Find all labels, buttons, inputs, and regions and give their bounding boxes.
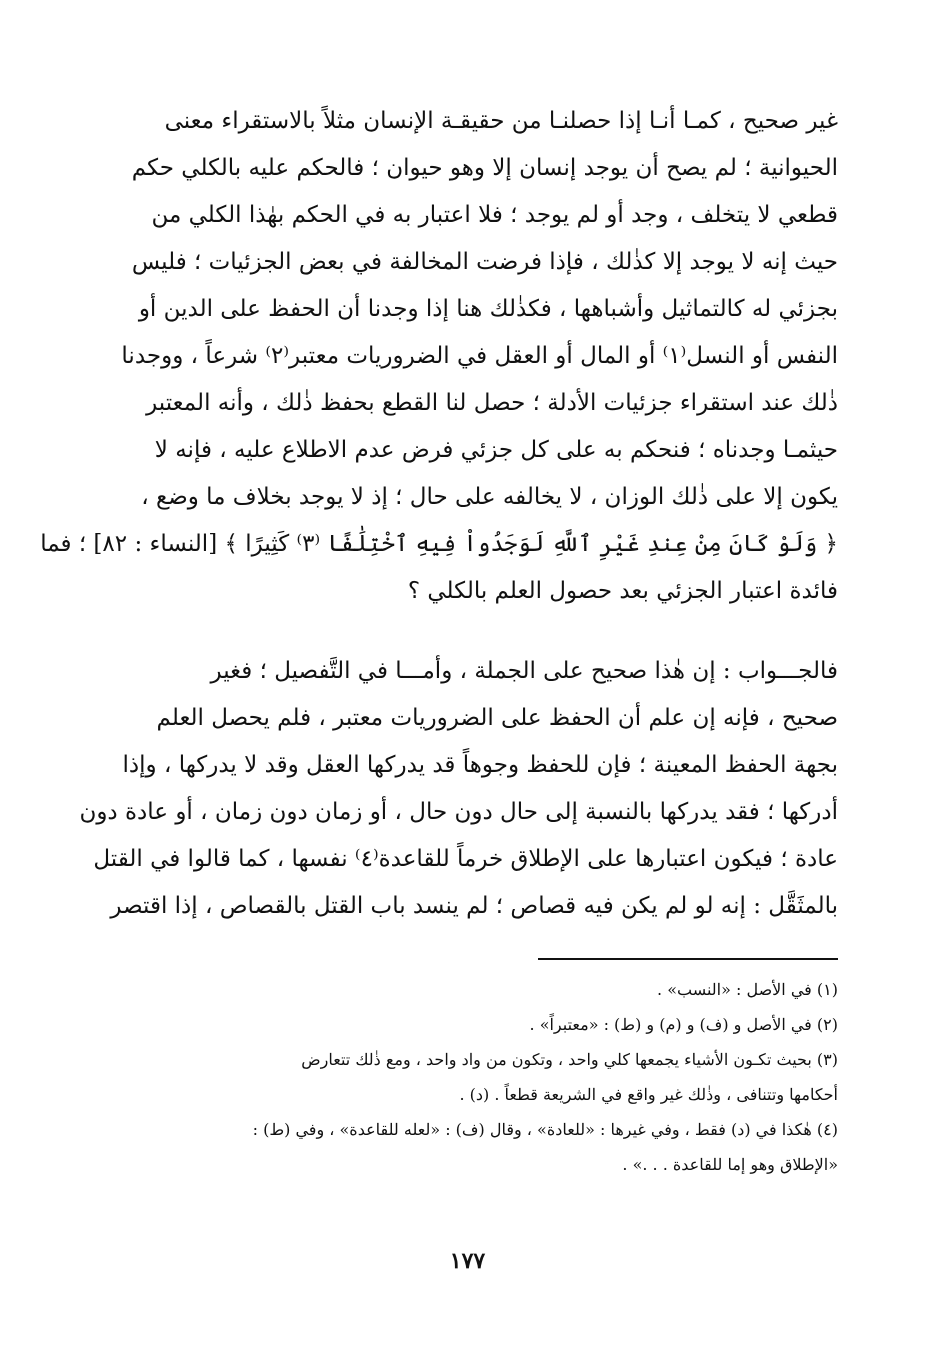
text-line: حيث إنه لا يوجد إلا كذٰلك ، فإذا فرضت المخالفة في بعض الجزئيات ؛ فليس xyxy=(131,249,838,275)
text-line: غير صحيح ، كمـا أنـا إذا حصلنـا من حقيقـة الإنسان مثلاً بالاستقراء معنى xyxy=(164,108,838,134)
footnotes xyxy=(118,972,838,1182)
footnote-line: (٤) هٰكذا في (د) فقط ، وفي غيرها : «للعادة» ، وقال (ف) : «لعله للقاعدة» ، وفي (ط) : xyxy=(252,1120,838,1139)
answer-line: صحيح ، فإنه إن علم أن الحفظ على الضروريات معتبر ، فلم يحصل العلم xyxy=(156,705,838,731)
text-line: بجزئي له كالتماثيل وأشباهها ، فكذٰلك هنا إذا وجدنا أن الحفظ على الدين أو xyxy=(138,296,838,322)
answer-line: أدركها ؛ فقد يدركها بالنسبة إلى حال دون حال ، أو زمان دون زمان ، أو عادة دون xyxy=(79,799,838,825)
answer-line: بجهة الحفظ المعينة ؛ فإن للحفظ وجوهاً قد يدركها العقل وقد لا يدركها ، وإذا xyxy=(122,752,838,778)
answer-line: بالمثَقَّل : إنه لو لم يكن فيه قصاص ؛ لم ينسد باب القتل بالقصاص ، إذا اقتصر xyxy=(110,893,838,919)
footnote-line: (٣) بحيث تكـون الأشياء يجمعها كلي واحد ، وتكون من واد واحد ، ومع ذٰلك تتعارض xyxy=(301,1050,838,1069)
text-line: الحيوانية ؛ لم يصح أن يوجد إنسان إلا وهو حيوان ؛ فالحكم عليه بالكلي حكم xyxy=(131,155,838,181)
answer-line: عادة ؛ فيكون اعتبارها على الإطلاق خرماً للقاعدة⁽٤⁾ نفسها ، كما قالوا في القتل xyxy=(93,846,838,872)
footnote-divider xyxy=(538,958,838,960)
text-line: حيثمـا وجدناه ؛ فنحكم به على كل جزئي فرض عدم الاطلاع عليه ، فإنه لا xyxy=(154,437,838,463)
paragraph-gap xyxy=(118,615,838,648)
footnote-line: (٢) في الأصل و (ف) و (م) و (ط) : «معتبراً» . xyxy=(529,1015,838,1034)
footnote-line: أحكامها وتتنافى ، وذٰلك غير واقع في الشريعة قطعاً . (د) . xyxy=(459,1085,838,1104)
text-line: فائدة اعتبار الجزئي بعد حصول العلم بالكلي ؟ xyxy=(407,578,838,604)
main-text xyxy=(40,98,838,930)
footnote-line: «الإطلاق وهو إما للقاعدة . . .» . xyxy=(622,1155,838,1174)
text-line: ذٰلك عند استقراء جزئيات الأدلة ؛ حصل لنا القطع بحفظ ذٰلك ، وأنه المعتبر xyxy=(146,390,838,416)
answer-line: فالجـــواب : إن هٰذا صحيح على الجملة ، وأمـــا في التَّفصيل ؛ فغير xyxy=(210,658,838,684)
text-line: قطعي لا يتخلف ، وجد أو لم يوجد ؛ فلا اعتبار به في الحكم بهٰذا الكلي من xyxy=(151,202,838,228)
footnote-line: (١) في الأصل : «النسب» . xyxy=(657,980,838,999)
quran-verse-line: ﴿ وَلَوْ كَانَ مِنْ عِندِ غَيْرِ ٱللَّهِ لَوَجَدُواْ فِيهِ ٱخْتِلَٰفًا ⁽٣⁾ كَثِيرًا ﴾ [النساء : ٨٢] ؛ فما xyxy=(40,531,838,557)
page-number: ١٧٧ xyxy=(449,1248,486,1274)
text-line: يكون إلا على ذٰلك الوزان ، لا يخالفه على حال ؛ إذ لا يوجد بخلاف ما وضع ، xyxy=(141,484,838,510)
text-line: النفس أو النسل⁽١⁾ أو المال أو العقل في الضروريات معتبر⁽٢⁾ شرعاً ، ووجدنا xyxy=(121,343,838,369)
